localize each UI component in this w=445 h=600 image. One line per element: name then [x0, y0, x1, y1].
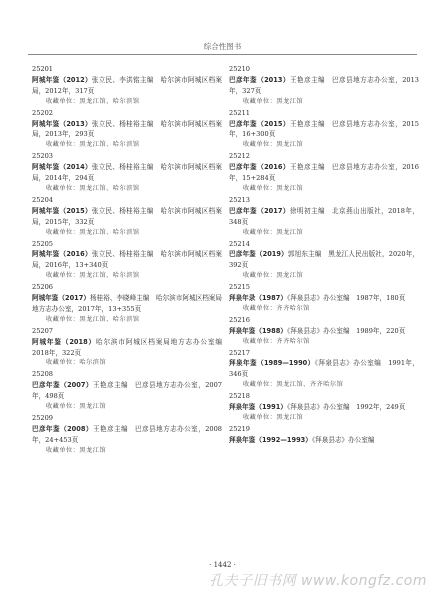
entry-description: 张立民、李洪铭主编 哈尔滨市阿城区档案局，2012年，317页	[32, 75, 223, 95]
catalog-entry	[229, 391, 419, 424]
entry-number: 25215	[229, 283, 250, 292]
entry-body	[32, 119, 222, 141]
catalog-entry	[32, 326, 229, 370]
entry-body	[229, 249, 419, 271]
entry-body	[32, 75, 222, 97]
entry-body	[32, 337, 229, 359]
entry-collection: 收藏单位：黑龙江馆	[46, 403, 107, 411]
catalog-entry	[32, 64, 222, 108]
entry-collection: 收藏单位：黑龙江馆	[46, 446, 107, 454]
catalog-entry	[229, 195, 419, 239]
entry-description: 王艳彦主编 巴彦县地方志办公室，2007年，498页	[32, 381, 223, 401]
catalog-entry	[229, 424, 419, 446]
entry-title: 拜泉年鉴（1989—1990）	[229, 359, 315, 368]
running-header: 综合性图书	[203, 42, 242, 51]
entry-title: 巴彦年鉴（2008）	[32, 424, 93, 433]
entry-description: 《拜泉县志》办公室编 1989年，220页	[286, 326, 406, 335]
entry-collection: 收藏单位：黑龙江馆、哈尔滨馆	[46, 272, 140, 280]
catalog-entry	[32, 108, 222, 152]
entry-description: 《拜泉县志》办公室编	[311, 435, 375, 444]
entry-body	[32, 206, 222, 228]
entry-description: 张立民、杨桂裕主编 哈尔滨市阿城区档案局，2014年，294页	[32, 163, 223, 183]
entry-body	[229, 119, 419, 141]
entry-description: 王艳彦主编 巴彦县地方志办公室，2016年，15+284页	[229, 163, 420, 183]
entry-title: 阿城年鉴（2016）	[32, 250, 92, 259]
catalog-entry	[32, 239, 222, 283]
watermark: 孔夫子旧书网 www.kongfz.com	[209, 573, 427, 589]
entry-number: 25204	[32, 195, 53, 204]
entry-title: 拜泉年鉴（1988）	[229, 326, 287, 335]
entry-collection: 收藏单位：黑龙江馆、哈尔滨馆	[46, 228, 140, 236]
entry-number: 25205	[32, 239, 53, 248]
entry-body	[229, 206, 419, 228]
entry-collection: 收藏单位：黑龙江馆、哈尔滨馆	[46, 184, 140, 192]
entry-number: 25202	[32, 108, 53, 117]
entry-title: 巴彦年鉴（2019）	[229, 250, 288, 259]
entry-collection: 收藏单位：黑龙江馆	[243, 228, 304, 236]
entry-number: 25210	[229, 65, 250, 73]
entry-number: 25209	[32, 414, 53, 422]
entry-description: 《拜泉县志》办公室编 1991年，346页	[229, 359, 419, 379]
catalog-entry	[229, 108, 419, 152]
catalog-entry	[32, 369, 222, 413]
entry-description: 徐明初主编 北京燕山出版社，2018年，348页	[229, 206, 420, 226]
entry-number: 25201	[32, 65, 53, 73]
entry-collection: 收藏单位：哈尔滨馆	[46, 359, 107, 367]
entry-body	[229, 75, 419, 97]
entry-title: 巴彦年鉴（2017）	[229, 206, 290, 215]
entry-body	[32, 162, 222, 184]
entry-collection: 收藏单位：黑龙江馆	[243, 141, 304, 149]
entry-body	[229, 402, 419, 413]
left-column	[32, 64, 229, 457]
entry-description: 郭旭东主编 黑龙江人民出版社，2020年，392页	[229, 250, 420, 270]
entry-title: 阿城年鉴（2012）	[32, 75, 92, 84]
entry-body	[229, 326, 419, 337]
entry-description: 王艳彦主编 巴彦县地方志办公室，2015年，16+300页	[229, 119, 420, 139]
catalog-entry	[32, 151, 222, 195]
catalog-entry	[32, 282, 222, 326]
entry-title: 阿城年鉴（2017）	[32, 294, 90, 303]
entry-description: 杨桂裕、李晓峰主编 哈尔滨市阿城区档案局地方志办公室，2017年，13+355页	[32, 294, 222, 313]
entry-collection: 收藏单位：黑龙江馆	[243, 414, 304, 421]
entry-collection: 收藏单位：黑龙江馆、哈尔滨馆	[46, 141, 140, 149]
entry-title: 巴彦年鉴（2013）	[229, 75, 290, 84]
entry-title: 阿城年鉴（2018）	[32, 337, 96, 346]
entry-description: 哈尔滨市阿城区档案局地方志办公室编 2018年，322页	[32, 337, 229, 357]
entry-number: 25206	[32, 283, 53, 292]
entry-title: 拜泉年录（1987）	[229, 294, 287, 303]
entry-collection: 收藏单位：黑龙江馆、哈尔滨馆	[46, 97, 140, 105]
catalog-entry	[229, 239, 419, 283]
entry-number: 25213	[229, 195, 250, 204]
entry-description: 张立民、杨桂裕主编 哈尔滨市阿城区档案局，2013年，293页	[32, 119, 223, 139]
entry-number: 25218	[229, 392, 250, 401]
catalog-entry	[32, 195, 222, 239]
entry-description: 王艳彦主编 巴彦县地方志办公室，2013年，327页	[229, 75, 420, 95]
entry-number: 25214	[229, 239, 250, 248]
entry-title: 拜泉年鉴（1992—1993）	[229, 435, 312, 444]
entry-number: 25203	[32, 152, 53, 161]
entry-title: 阿城年鉴（2014）	[32, 163, 92, 172]
entry-number: 25208	[32, 370, 53, 379]
entry-title: 阿城年鉴（2013）	[32, 119, 92, 128]
catalog-entry	[229, 282, 419, 315]
entry-description: 张立民、杨桂裕主编 哈尔滨市阿城区档案局，2015年，332页	[32, 206, 223, 226]
entry-description: 张立民、杨桂裕主编 哈尔滨市阿城区档案局，2016年，13+340页	[32, 250, 223, 270]
entry-body	[32, 249, 222, 271]
entry-collection: 收藏单位：黑龙江馆、哈尔滨馆	[46, 315, 140, 323]
entry-number: 25211	[229, 108, 250, 117]
entry-title: 巴彦年鉴（2015）	[229, 119, 290, 128]
entry-number: 25207	[32, 326, 53, 335]
entry-title: 巴彦年鉴（2016）	[229, 163, 290, 172]
entry-title: 巴彦年鉴（2007）	[32, 381, 93, 390]
entry-body	[32, 424, 222, 446]
entry-number: 25212	[229, 152, 250, 161]
entry-collection: 收藏单位：黑龙江馆	[243, 184, 304, 192]
entry-description: 王艳彦主编 巴彦县地方志办公室，2008年，24+453页	[32, 424, 223, 444]
header-rule	[28, 54, 417, 55]
entry-collection: 收藏单位：黑龙江馆	[243, 272, 304, 280]
catalog-entry	[229, 64, 419, 108]
entry-title: 阿城年鉴（2015）	[32, 206, 92, 215]
entry-title: 拜泉年鉴（1991）	[229, 403, 287, 412]
entry-body	[32, 380, 222, 402]
entry-body	[32, 293, 222, 315]
page-number: · 1442 ·	[209, 561, 236, 569]
right-column	[229, 64, 419, 446]
entry-collection: 收藏单位：齐齐哈尔馆	[243, 304, 310, 312]
catalog-entry	[229, 151, 419, 195]
entry-collection: 收藏单位：齐齐哈尔馆	[243, 337, 310, 345]
entry-number: 25217	[229, 348, 250, 357]
entry-collection: 收藏单位：黑龙江馆	[243, 97, 304, 105]
entry-body	[229, 435, 419, 446]
catalog-entry	[32, 413, 222, 457]
catalog-entry	[229, 348, 419, 392]
entry-collection: 收藏单位：黑龙江馆、齐齐哈尔馆	[243, 381, 344, 389]
entry-body	[229, 358, 419, 380]
catalog-entry	[229, 315, 419, 348]
entry-body	[229, 293, 419, 304]
entry-description: 《拜泉县志》办公室编 1992年，249页	[286, 403, 406, 412]
entry-body	[229, 162, 419, 184]
entry-number: 25216	[229, 315, 250, 324]
entry-description: 《拜泉县志》办公室编 1987年，180页	[286, 294, 406, 303]
entry-number: 25219	[229, 424, 250, 433]
